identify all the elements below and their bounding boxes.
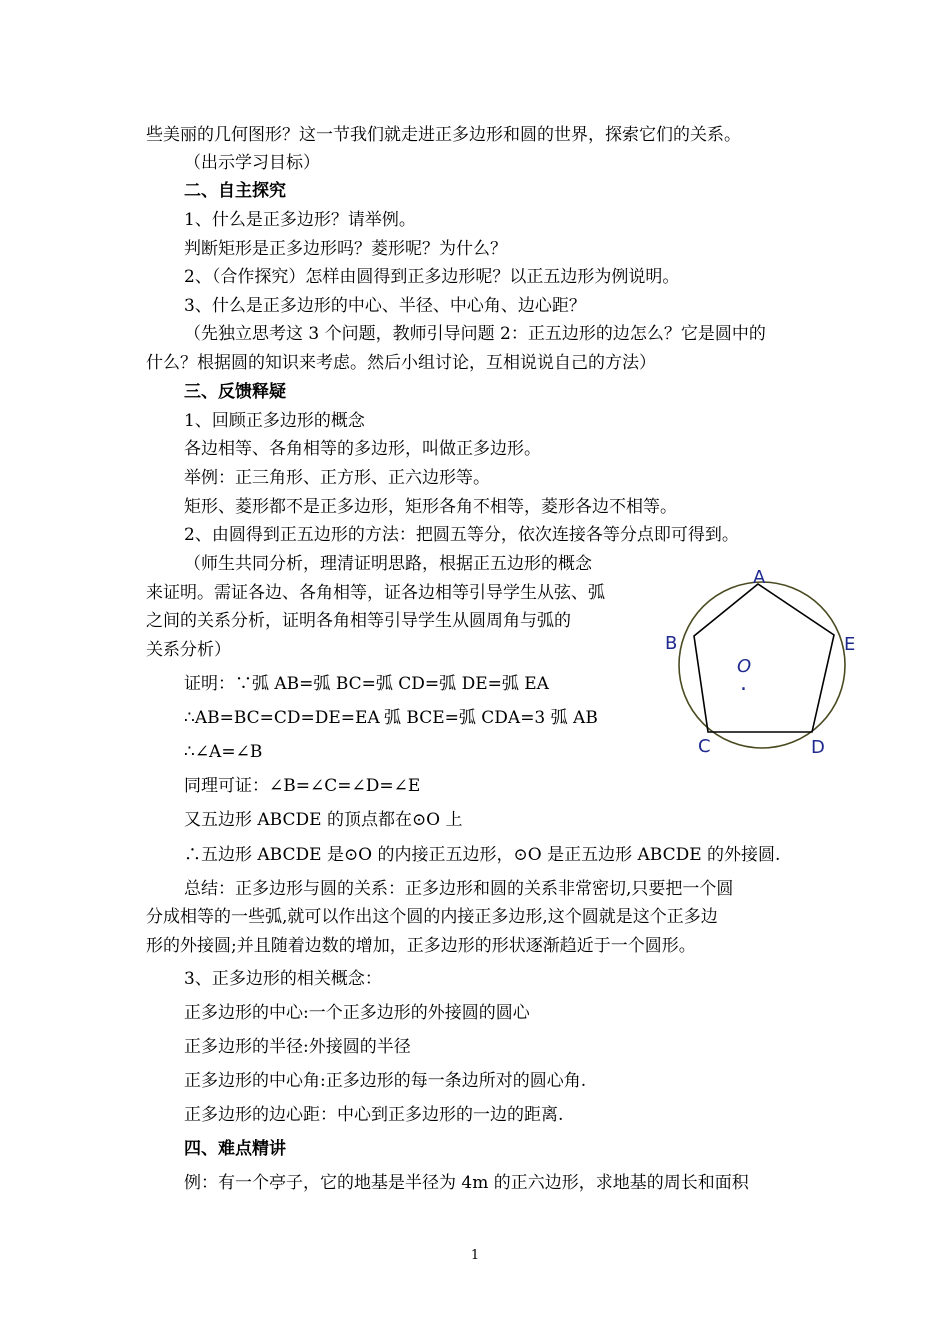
inscribed-pentagon	[694, 584, 834, 732]
text-line: 2、由圆得到正五边形的方法：把圆五等分，依次连接各等分点即可得到。	[184, 525, 739, 545]
proof-line: ∴AB=BC=CD=DE=EA	[184, 708, 380, 728]
text-line: 什么？根据圆的知识来考虑。然后小组讨论，互相说说自己的方法）	[146, 353, 656, 373]
text-line: 矩形、菱形都不是正多边形，矩形各角不相等，菱形各边不相等。	[184, 497, 677, 517]
pentagon-circle-figure	[660, 566, 870, 766]
proof-line: 证明：∵弧 AB=弧 BC=弧 CD=弧 DE=弧 EA	[184, 674, 549, 694]
text-line: 2、（合作探究）怎样由圆得到正多边形呢？以正五边形为例说明。	[184, 267, 680, 287]
definition-line: 正多边形的中心:一个正多边形的外接圆的圆心	[184, 1003, 530, 1023]
proof-line: ∴∠A=∠B	[184, 742, 263, 762]
text-line: 3、什么是正多边形的中心、半径、中心角、边心距？	[184, 296, 586, 316]
text-line: 1、回顾正多边形的概念	[184, 411, 365, 431]
section-heading: 四、难点精讲	[184, 1139, 286, 1159]
vertex-label-d: D	[811, 737, 825, 758]
circumscribed-circle	[679, 582, 845, 748]
section-heading: 三、反馈释疑	[184, 382, 286, 402]
text-line: 例：有一个亭子，它的地基是半径为 4m 的正六边形，求地基的周长和面积	[184, 1173, 749, 1193]
proof-line: 同理可证：∠B=∠C=∠D=∠E	[184, 776, 421, 796]
proof-line: 弧 BCE=弧 CDA=3 弧 AB	[384, 708, 598, 728]
proof-line: ∴五边形 ABCDE 是⊙O 的内接正五边形，⊙O 是正五边形 ABCDE 的外接圆.	[184, 845, 781, 865]
definition-line: 正多边形的中心角:正多边形的每一条边所对的圆心角.	[184, 1071, 587, 1091]
text-line: 总结：正多边形与圆的关系：正多边形和圆的关系非常密切,只要把一个圆	[184, 879, 734, 899]
vertex-label-e: E	[844, 634, 856, 655]
text-line: 举例：正三角形、正方形、正六边形等。	[184, 468, 490, 488]
text-line: 之间的关系分析，证明各角相等引导学生从圆周角与弧的	[146, 611, 571, 631]
text-line: （师生共同分析，理清证明思路，根据正五边形的概念	[184, 554, 592, 574]
vertex-label-a: A	[753, 567, 766, 588]
text-line: 各边相等、各角相等的多边形，叫做正多边形。	[184, 439, 541, 459]
text-line: 判断矩形是正多边形吗？菱形呢？为什么？	[184, 239, 507, 259]
text-line: 形的外接圆;并且随着边数的增加，正多边形的形状逐渐趋近于一个圆形。	[146, 936, 696, 956]
text-line: 些美丽的几何图形？这一节我们就走进正多边形和圆的世界，探索它们的关系。	[146, 125, 741, 145]
vertex-label-b: B	[665, 633, 678, 654]
section-heading: 二、自主探究	[184, 181, 286, 201]
text-line: 关系分析）	[146, 640, 231, 660]
definition-line: 正多边形的半径:外接圆的半径	[184, 1037, 411, 1057]
proof-line: 又五边形 ABCDE 的顶点都在⊙O 上	[184, 810, 463, 830]
page-number: 1	[470, 1248, 480, 1263]
vertex-label-c: C	[698, 736, 711, 757]
text-line: （先独立思考这 3 个问题，教师引导问题 2：正五边形的边怎么？它是圆中的	[184, 324, 766, 344]
definition-line: 正多边形的边心距：中心到正多边形的一边的距离.	[184, 1105, 564, 1125]
center-label-o: O	[737, 656, 752, 677]
text-line: 1、什么是正多边形？请举例。	[184, 210, 416, 230]
text-line: 分成相等的一些弧,就可以作出这个圆的内接正多边形,这个圆就是这个正多边	[146, 907, 718, 927]
center-dot: .	[740, 671, 747, 696]
text-line: （出示学习目标）	[184, 153, 320, 173]
text-line: 来证明。需证各边、各角相等，证各边相等引导学生从弦、弧	[146, 583, 605, 603]
text-line: 3、正多边形的相关概念：	[184, 969, 382, 989]
